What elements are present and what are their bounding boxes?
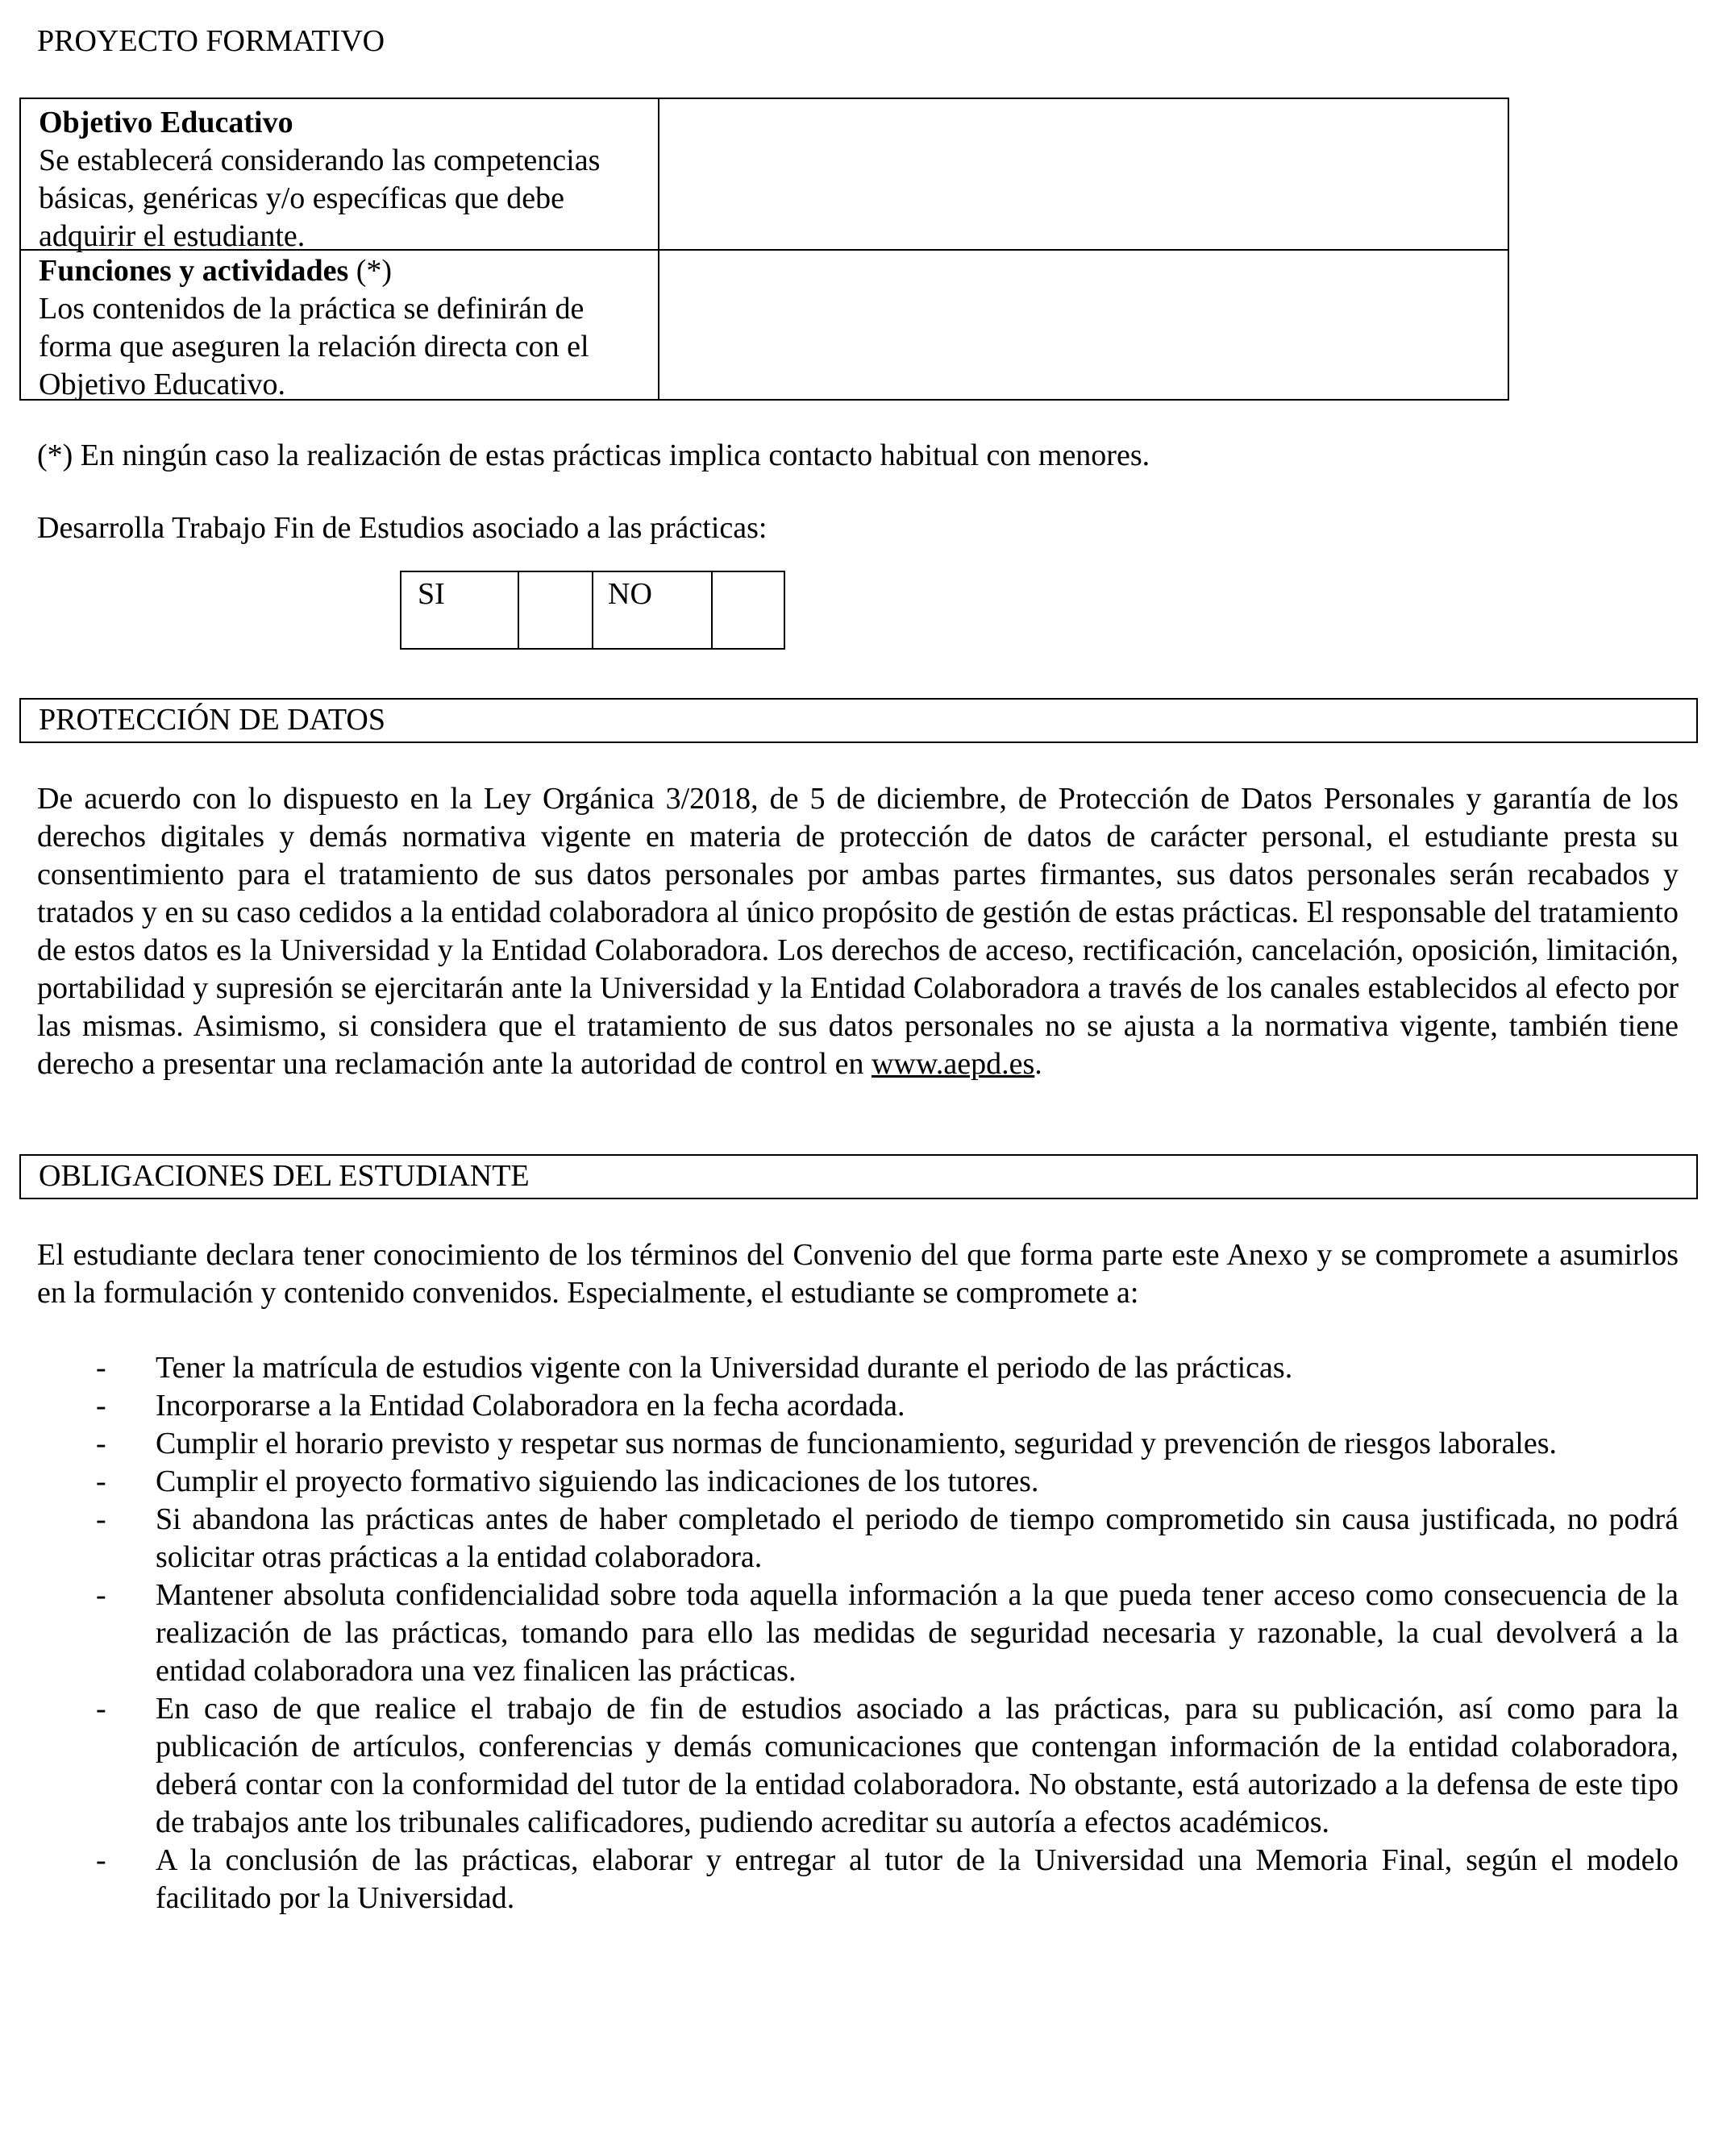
- obligation-text: En caso de que realice el trabajo de fin de estudios asociado a las prácticas, para su publicación, así como para la publicación de artículos, conferencias y demás comunicaciones que contengan información de la entidad colaboradora, deberá contar con la conformidad del tutor de la entidad colaboradora. No obstante, está autorizado a la defensa de este tipo de trabajos ante los tribunales calificadores, pudiendo acreditar su autoría a efectos académicos.: [156, 1692, 1679, 1839]
- list-bullet: -: [96, 1389, 106, 1423]
- section-title-proteccion-datos: PROTECCIÓN DE DATOS: [39, 703, 386, 737]
- functions-description: Los contenidos de la práctica se definirán de forma que aseguren la relación directa con el Objetivo Educativo.: [39, 292, 589, 401]
- list-bullet: -: [96, 1578, 106, 1612]
- list-bullet: -: [96, 1464, 106, 1498]
- obligations-list: [37, 1349, 1679, 1917]
- objective-description: Se establecerá considerando las competencias básicas, genéricas y/o específicas que debe adquirir el estudiante.: [39, 143, 601, 253]
- functions-footnote-marker: (*): [348, 254, 393, 288]
- list-bullet: -: [96, 1427, 106, 1460]
- functions-value-cell[interactable]: [659, 251, 1508, 399]
- yes-label-cell: [401, 572, 518, 648]
- obligation-text: Mantener absoluta confidencialidad sobre toda aquella información a la que pueda tener acceso como consecuencia de la realización de las prácticas, tomando para ello las medidas de seguridad necesaria y razonable, la cual devolverá a la entidad colaboradora una vez finalicen las prácticas.: [156, 1578, 1679, 1688]
- no-label-cell: [593, 572, 711, 648]
- data-protection-paragraph: [37, 780, 1679, 1083]
- obligation-item: [37, 1501, 1679, 1576]
- list-bullet: -: [96, 1351, 106, 1385]
- section-title-proyecto-formativo: PROYECTO FORMATIVO: [37, 24, 385, 58]
- objective-label-cell: [39, 104, 659, 255]
- project-table: [19, 98, 1509, 401]
- list-bullet: -: [96, 1843, 106, 1877]
- yes-label: SI: [418, 577, 445, 611]
- obligations-intro: El estudiante declara tener conocimiento de los términos del Convenio del que forma parte este Anexo y se compromete a asumirlos en la formulación y contenido convenidos. Especialmente, el estudiante se compromete a:: [37, 1238, 1679, 1310]
- obligation-item: [37, 1463, 1679, 1501]
- obligation-text: Si abandona las prácticas antes de haber completado el periodo de tiempo comprometido sin causa justificada, no podrá solicitar otras prácticas a la entidad colaboradora.: [156, 1502, 1679, 1574]
- tfe-choice-table: [400, 571, 785, 650]
- tfe-question: Desarrolla Trabajo Fin de Estudios asociado a las prácticas:: [37, 511, 768, 545]
- aepd-link[interactable]: www.aepd.es: [871, 1047, 1035, 1081]
- footnote: (*) En ningún caso la realización de estas prácticas implica contacto habitual con menores.: [37, 438, 1150, 472]
- obligation-text: Cumplir el proyecto formativo siguiendo las indicaciones de los tutores.: [156, 1464, 1039, 1498]
- obligation-text: Incorporarse a la Entidad Colaboradora en la fecha acordada.: [156, 1389, 905, 1423]
- obligation-text: A la conclusión de las prácticas, elaborar y entregar al tutor de la Universidad una Memoria Final, según el modelo facilitado por la Universidad.: [156, 1843, 1679, 1915]
- obligation-item: [37, 1425, 1679, 1463]
- objective-value-cell[interactable]: [659, 99, 1508, 249]
- no-label: NO: [608, 577, 652, 611]
- obligation-item: [37, 1349, 1679, 1387]
- data-protection-period: .: [1034, 1047, 1042, 1081]
- obligation-item: [37, 1576, 1679, 1690]
- yes-checkbox[interactable]: [519, 572, 592, 648]
- functions-label-cell: [39, 252, 659, 404]
- functions-heading-line: [39, 252, 659, 290]
- obligation-item: [37, 1842, 1679, 1917]
- section-header-box-obligations: [19, 1154, 1698, 1199]
- section-header-box-data-protection: [19, 698, 1698, 743]
- no-checkbox[interactable]: [713, 572, 784, 648]
- functions-heading: Funciones y actividades: [39, 254, 349, 288]
- obligation-item: [37, 1387, 1679, 1425]
- obligation-text: Cumplir el horario previsto y respetar sus normas de funcionamiento, seguridad y prevención de riesgos laborales.: [156, 1427, 1558, 1460]
- data-protection-text: De acuerdo con lo dispuesto en la Ley Orgánica 3/2018, de 5 de diciembre, de Protección de Datos Personales y garantía de los derechos digitales y demás normativa vigente en materia de protección de datos de carácter personal, el estudiante presta su consentimiento para el tratamiento de sus datos personales por ambas partes firmantes, sus datos personales serán recabados y tratados y en su caso cedidos a la entidad colaboradora al único propósito de gestión de estas prácticas. El responsable del tratamiento de estos datos es la Universidad y la Entidad Colaboradora. Los derechos de acceso, rectificación, cancelación, oposición, limitación, portabilidad y supresión se ejercitarán ante la Universidad y la Entidad Colaboradora a través de los canales establecidos al efecto por las mismas. Asimismo, si considera que el tratamiento de sus datos personales no se ajusta a la normativa vigente, también tiene derecho a presentar una reclamación ante la autoridad de control en: [37, 782, 1679, 1081]
- list-bullet: -: [96, 1692, 106, 1726]
- obligation-item: [37, 1690, 1679, 1842]
- objective-heading: Objetivo Educativo: [39, 106, 293, 139]
- section-title-obligaciones: OBLIGACIONES DEL ESTUDIANTE: [39, 1159, 530, 1193]
- list-bullet: -: [96, 1502, 106, 1536]
- obligation-text: Tener la matrícula de estudios vigente con la Universidad durante el periodo de las prácticas.: [156, 1351, 1293, 1385]
